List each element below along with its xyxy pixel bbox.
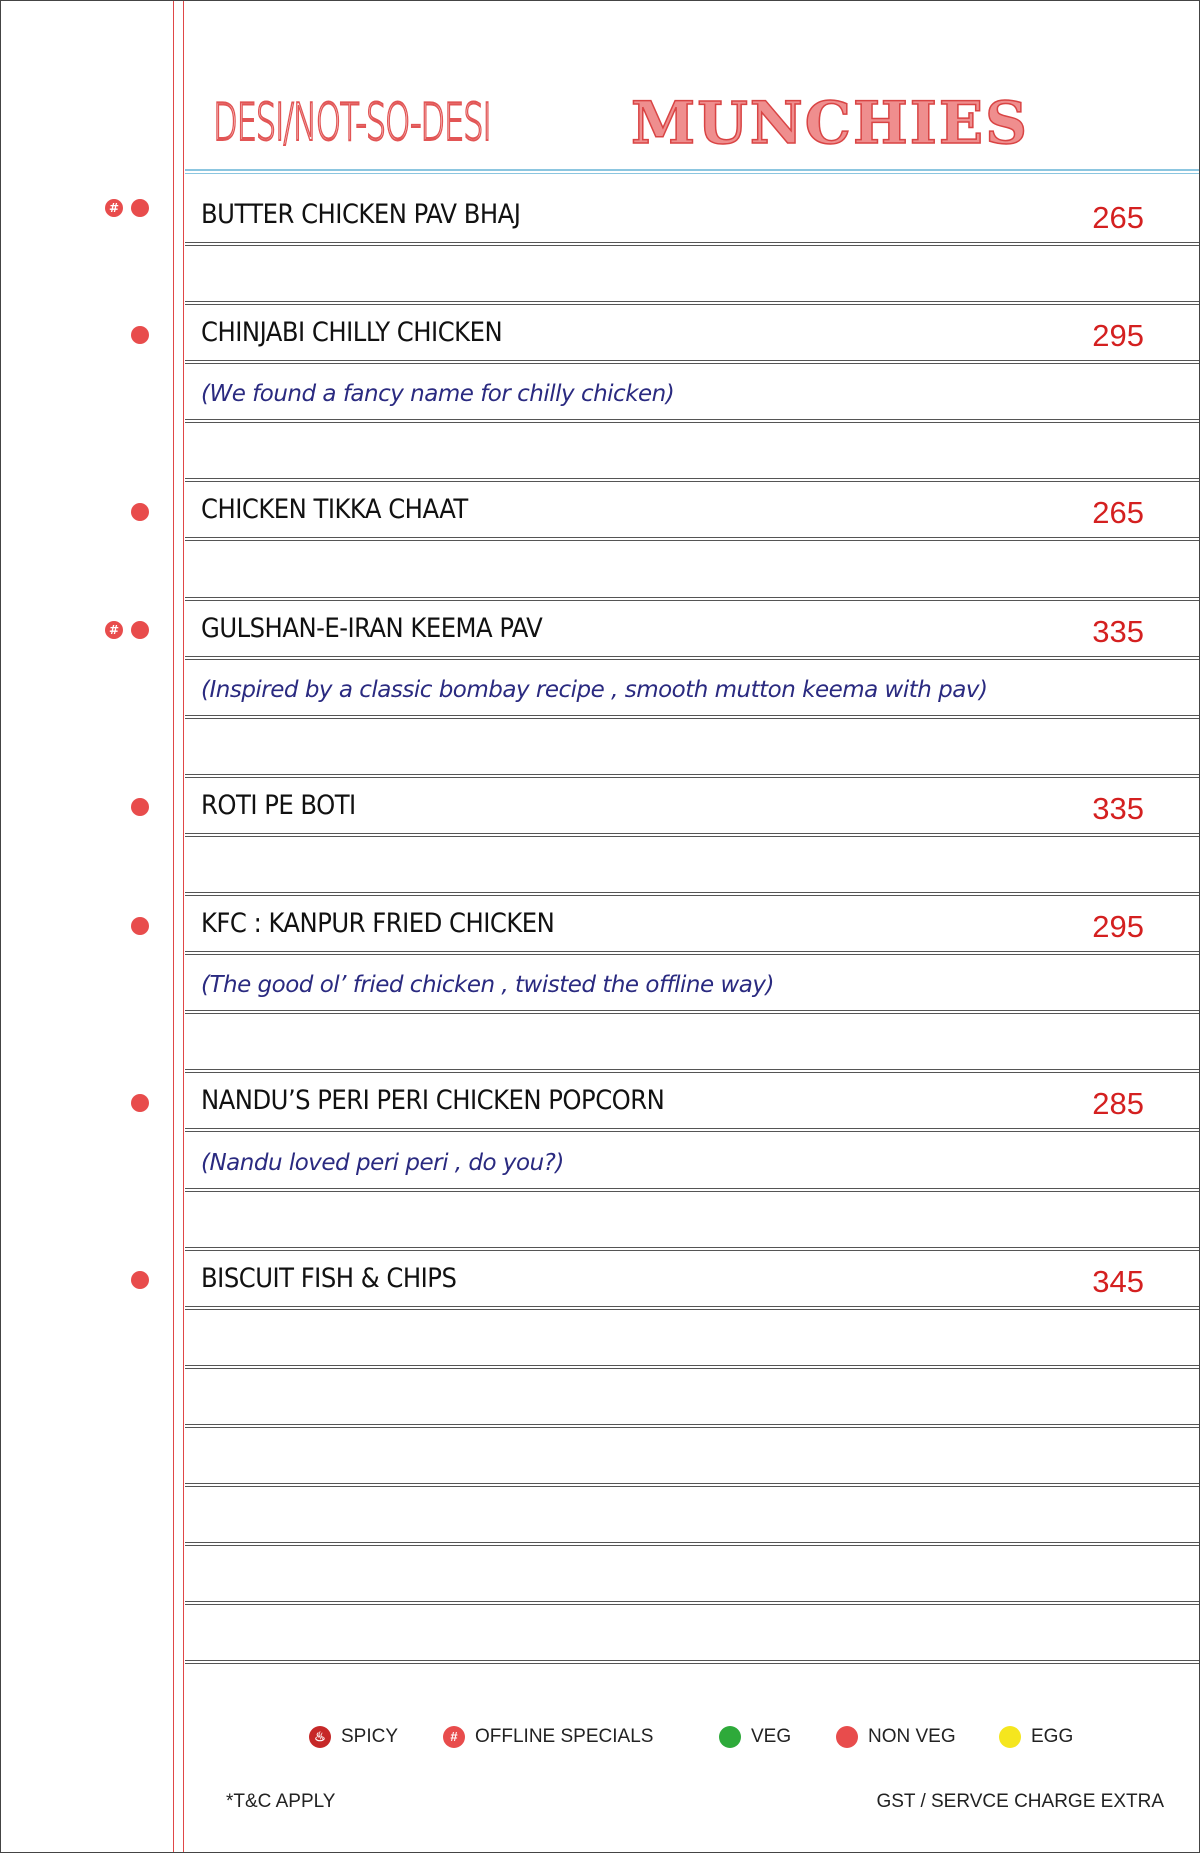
- menu-item-row: [185, 1251, 1199, 1310]
- description-row: [185, 364, 1199, 423]
- item-name: BISCUIT FISH & CHIPS: [201, 1262, 457, 1294]
- item-description: (The good ol’ fried chicken , twisted the offline way): [201, 972, 774, 999]
- empty-row: [185, 1310, 1199, 1369]
- egg-dot-icon: [999, 1726, 1021, 1748]
- empty-row: [185, 837, 1199, 896]
- item-name: ROTI PE BOTI: [201, 789, 356, 821]
- item-markers: [131, 1271, 149, 1289]
- offline-special-icon: #: [105, 621, 123, 639]
- item-name: CHINJABI CHILLY CHICKEN: [201, 317, 503, 349]
- item-markers: [105, 621, 149, 639]
- empty-row: [185, 246, 1199, 305]
- item-markers: [105, 199, 149, 217]
- non-veg-dot-icon: [131, 798, 149, 816]
- non-veg-dot-icon: [836, 1726, 858, 1748]
- legend-item: [309, 1726, 398, 1748]
- title-munchies: MUNCHIES: [631, 89, 1029, 157]
- empty-row: [185, 719, 1199, 778]
- empty-row: [185, 1428, 1199, 1487]
- item-name: BUTTER CHICKEN PAV BHAJ: [201, 199, 521, 230]
- non-veg-dot-icon: [131, 917, 149, 935]
- legend-item: [719, 1726, 791, 1748]
- margin-line: [183, 1, 184, 1852]
- item-price: 265: [1092, 495, 1144, 531]
- item-price: 335: [1092, 613, 1144, 649]
- legend-label: SPICY: [341, 1726, 399, 1747]
- empty-row: [185, 541, 1199, 600]
- description-row: [185, 660, 1199, 719]
- tax-note: GST / SERVCE CHARGE EXTRA: [876, 1791, 1164, 1812]
- item-description: (Nandu loved peri peri , do you?): [201, 1149, 564, 1176]
- menu-item-row: [185, 601, 1199, 660]
- item-price: 335: [1092, 790, 1144, 826]
- item-price: 265: [1092, 200, 1144, 235]
- item-price: 285: [1092, 1086, 1144, 1122]
- header-rule: [185, 169, 1199, 174]
- description-row: [185, 955, 1199, 1014]
- item-name: GULSHAN-E-IRAN KEEMA PAV: [201, 612, 543, 644]
- empty-row: [185, 1546, 1199, 1605]
- menu-item-row: [185, 482, 1199, 541]
- empty-row: [185, 1605, 1199, 1664]
- menu-item-row: [185, 778, 1199, 837]
- legend-item: [836, 1726, 956, 1748]
- empty-row: [185, 1487, 1199, 1546]
- empty-row: [185, 1369, 1199, 1428]
- offline-special-icon: #: [105, 199, 123, 217]
- non-veg-dot-icon: [131, 199, 149, 217]
- margin-line: [173, 1, 174, 1852]
- item-price: 345: [1092, 1263, 1144, 1299]
- item-price: 295: [1092, 318, 1144, 354]
- legend-label: EGG: [1031, 1726, 1074, 1747]
- legend-label: OFFLINE SPECIALS: [475, 1726, 654, 1747]
- item-markers: [131, 1094, 149, 1112]
- item-markers: [131, 503, 149, 521]
- item-description: (Inspired by a classic bombay recipe , smooth mutton keema with pav): [201, 676, 988, 703]
- item-price: 295: [1092, 909, 1144, 945]
- empty-row: [185, 423, 1199, 482]
- item-name: KFC : KANPUR FRIED CHICKEN: [201, 908, 555, 940]
- page-title: [213, 89, 1029, 157]
- non-veg-dot-icon: [131, 621, 149, 639]
- empty-row: [185, 1192, 1199, 1251]
- non-veg-dot-icon: [131, 1094, 149, 1112]
- item-markers: [131, 917, 149, 935]
- item-markers: [131, 798, 149, 816]
- item-markers: [131, 326, 149, 344]
- non-veg-dot-icon: [131, 503, 149, 521]
- menu-rows: [185, 175, 1199, 1664]
- hash-icon: #: [443, 1726, 465, 1748]
- description-row: [185, 1132, 1199, 1191]
- empty-row: [185, 1014, 1199, 1073]
- title-desi: DESI/NOT-SO-DESI: [213, 93, 491, 153]
- legend-label: VEG: [751, 1726, 792, 1747]
- item-name: CHICKEN TIKKA CHAAT: [201, 494, 468, 526]
- legend-item: [999, 1726, 1073, 1748]
- flame-icon: ♨: [309, 1726, 331, 1748]
- non-veg-dot-icon: [131, 326, 149, 344]
- legend-item: [443, 1726, 653, 1748]
- menu-item-row: [185, 175, 1199, 246]
- non-veg-dot-icon: [131, 1271, 149, 1289]
- legend-label: NON VEG: [868, 1726, 956, 1747]
- terms-note: *T&C APPLY: [226, 1791, 336, 1812]
- veg-dot-icon: [719, 1726, 741, 1748]
- item-name: NANDU’S PERI PERI CHICKEN POPCORN: [201, 1085, 665, 1117]
- menu-item-row: [185, 305, 1199, 364]
- menu-item-row: [185, 896, 1199, 955]
- menu-item-row: [185, 1073, 1199, 1132]
- item-description: (We found a fancy name for chilly chicken): [201, 381, 675, 408]
